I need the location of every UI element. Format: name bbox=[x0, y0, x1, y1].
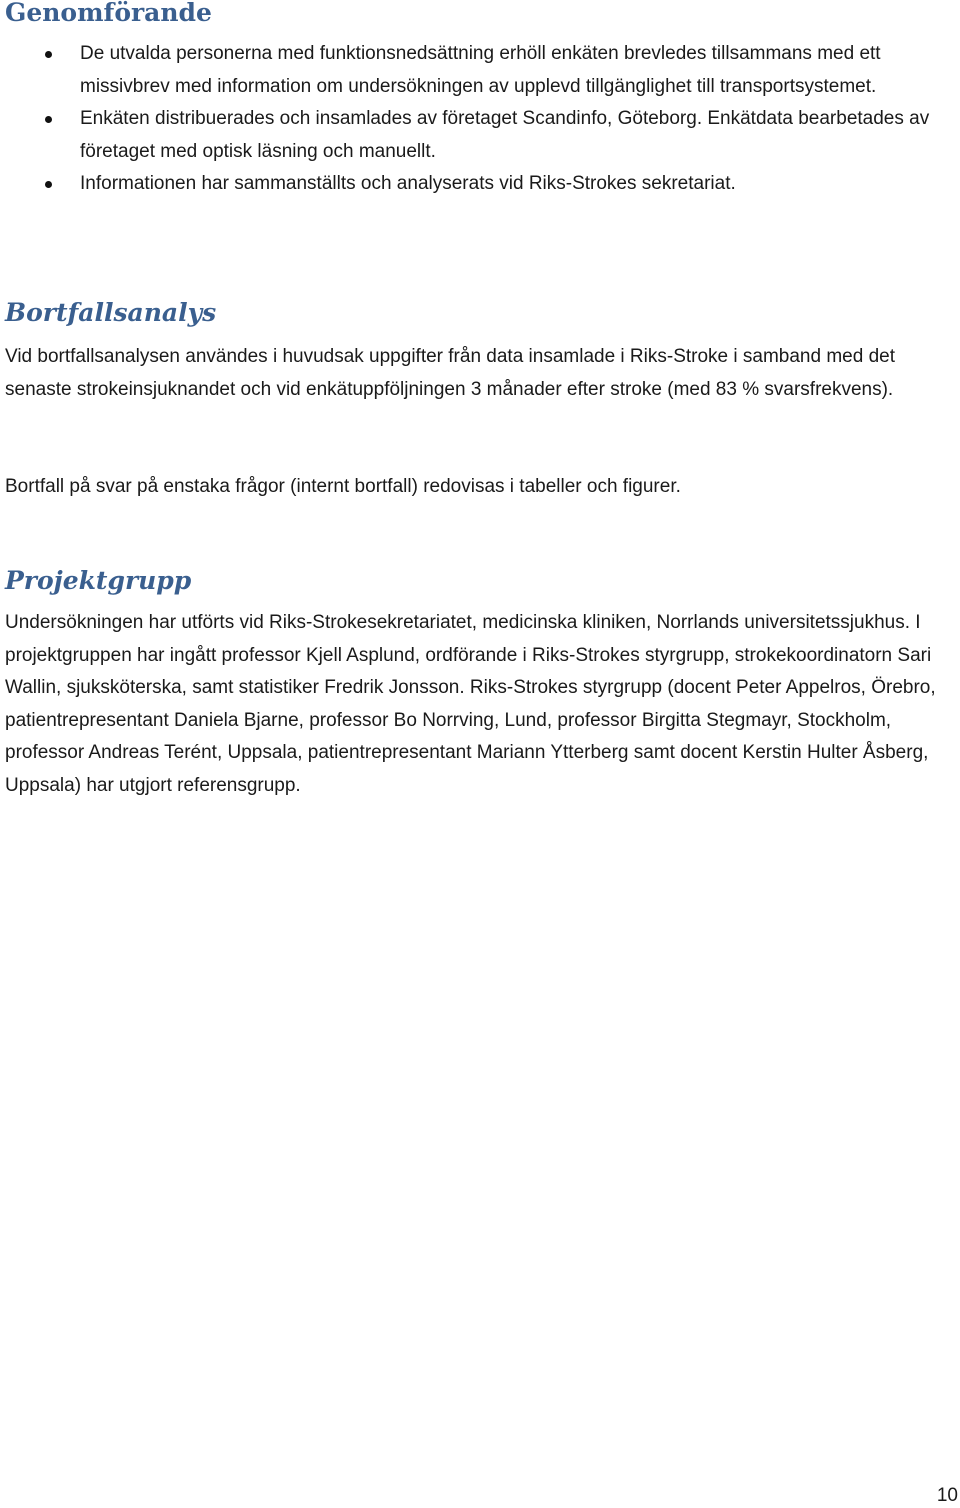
heading-bortfallsanalys: Bortfallsanalys bbox=[5, 298, 217, 327]
heading-genomforande: Genomförande bbox=[5, 0, 212, 27]
paragraph-bortfallsanalys-2: Bortfall på svar på enstaka frågor (internt bortfall) redovisas i tabeller och figurer. bbox=[5, 476, 681, 497]
paragraph-projektgrupp: Undersökningen har utförts vid Riks-Strokesekretariatet, medicinska kliniken, Norrlands universitetssjukhus. I projektgruppen har ingått professor Kjell Asplund, ordförande i Riks-Strokes styrgrupp, strokekoordinatorn Sari Wallin, sjuksköterska, samt statistiker Fredrik Jonsson. Riks-Strokes styrgrupp (docent Peter Appelros, Örebro, patientrepresentant Daniela Bjarne, professor Bo Norrving, Lund, professor Birgitta Stegmayr, Stockholm, professor Andreas Terént, Uppsala, patientrepresentant Mariann Ytterberg samt docent Kerstin Hulter Åsberg, Uppsala) har utgjort referensgrupp. bbox=[5, 612, 936, 796]
bullet-text: Informationen har sammanställts och analyserats vid Riks-Strokes sekretariat. bbox=[80, 173, 736, 194]
list-item bbox=[0, 38, 940, 103]
bullet-dot-icon bbox=[45, 181, 52, 188]
list-item bbox=[0, 103, 940, 168]
heading-projektgrupp: Projektgrupp bbox=[5, 566, 192, 595]
list-item bbox=[0, 168, 940, 201]
bullet-text: Enkäten distribuerades och insamlades av företaget Scandinfo, Göteborg. Enkätdata bearbetades av företaget med optisk läsning och manuellt. bbox=[80, 108, 930, 162]
bullet-dot-icon bbox=[45, 116, 52, 123]
bullet-text: De utvalda personerna med funktionsnedsättning erhöll enkäten brevledes tillsammans med ett missivbrev med information om undersökningen av upplevd tillgänglighet till transportsystemet. bbox=[80, 43, 881, 97]
paragraph-bortfallsanalys-1: Vid bortfallsanalysen användes i huvudsak uppgifter från data insamlade i Riks-Stroke i samband med det senaste strokeinsjuknandet och vid enkätuppföljningen 3 månader efter stroke (med 83 % svarsfrekvens). bbox=[5, 346, 895, 400]
genomforande-bullet-list bbox=[0, 38, 960, 201]
bullet-dot-icon bbox=[45, 51, 52, 58]
page-number: 10 bbox=[936, 1485, 958, 1506]
